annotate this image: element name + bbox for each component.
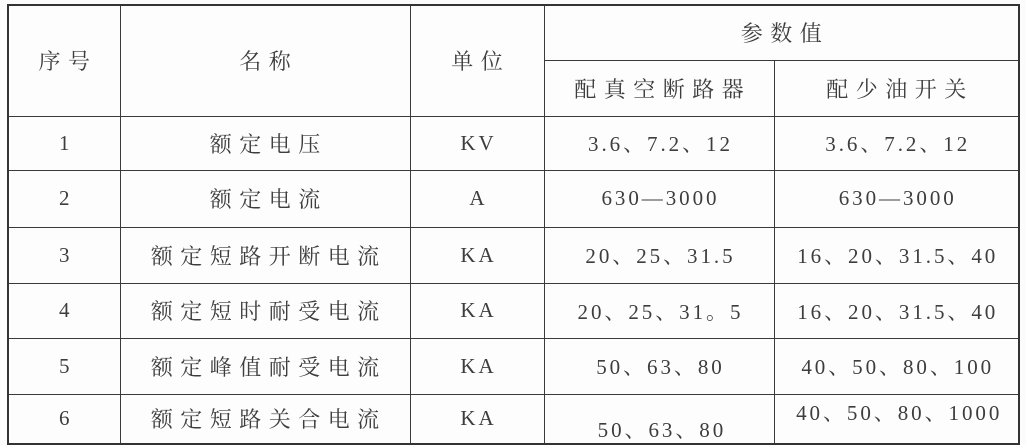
cell-unit: KA — [410, 227, 544, 283]
cell-oil-value: 16、20、31.5、40 — [774, 283, 1019, 338]
cell-vacuum-value — [544, 394, 774, 444]
cell-index: 4 — [8, 283, 120, 338]
table-row — [8, 227, 1019, 283]
cell-index: 2 — [8, 170, 120, 227]
cell-vacuum-value: 20、25、31.5 — [544, 227, 774, 283]
cell-name: 额定短路关合电流 — [120, 394, 410, 444]
cell-oil-value: 16、20、31.5、40 — [774, 227, 1019, 283]
cell-name: 额定电压 — [120, 116, 410, 170]
header-cell-params: 参数值 — [544, 5, 1019, 60]
table-row — [8, 394, 1019, 444]
cell-index: 3 — [8, 227, 120, 283]
table-row — [8, 283, 1019, 338]
cell-oil-value — [774, 394, 1019, 444]
cell-vacuum-value-text: 50、63、80 — [597, 417, 727, 442]
cell-unit: A — [410, 170, 544, 227]
cell-unit: KV — [410, 116, 544, 170]
header-cell-unit: 单位 — [410, 5, 544, 116]
cell-oil-value: 40、50、80、100 — [774, 338, 1019, 394]
header-cell-oil: 配少油开关 — [774, 60, 1019, 116]
cell-vacuum-value: 3.6、7.2、12 — [544, 116, 774, 170]
cell-oil-value: 3.6、7.2、12 — [774, 116, 1019, 170]
cell-index: 1 — [8, 116, 120, 170]
cell-name: 额定短路开断电流 — [120, 227, 410, 283]
cell-unit: KA — [410, 394, 544, 444]
cell-name: 额定电流 — [120, 170, 410, 227]
parameters-table — [7, 4, 1020, 445]
cell-oil-value-text: 40、50、80、1000 — [796, 400, 1003, 425]
cell-vacuum-value: 20、25、31。5 — [544, 283, 774, 338]
table-row — [8, 116, 1019, 170]
cell-index: 5 — [8, 338, 120, 394]
header-cell-name: 名称 — [120, 5, 410, 116]
cell-name: 额定峰值耐受电流 — [120, 338, 410, 394]
cell-index: 6 — [8, 394, 120, 444]
cell-oil-value: 630—3000 — [774, 170, 1019, 227]
table-row — [8, 170, 1019, 227]
cell-unit: KA — [410, 283, 544, 338]
cell-name: 额定短时耐受电流 — [120, 283, 410, 338]
cell-vacuum-value: 50、63、80 — [544, 338, 774, 394]
header-cell-index: 序号 — [8, 5, 120, 116]
cell-unit: KA — [410, 338, 544, 394]
header-row-top — [8, 5, 1019, 60]
table-row — [8, 338, 1019, 394]
cell-vacuum-value: 630—3000 — [544, 170, 774, 227]
header-cell-vacuum: 配真空断路器 — [544, 60, 774, 116]
